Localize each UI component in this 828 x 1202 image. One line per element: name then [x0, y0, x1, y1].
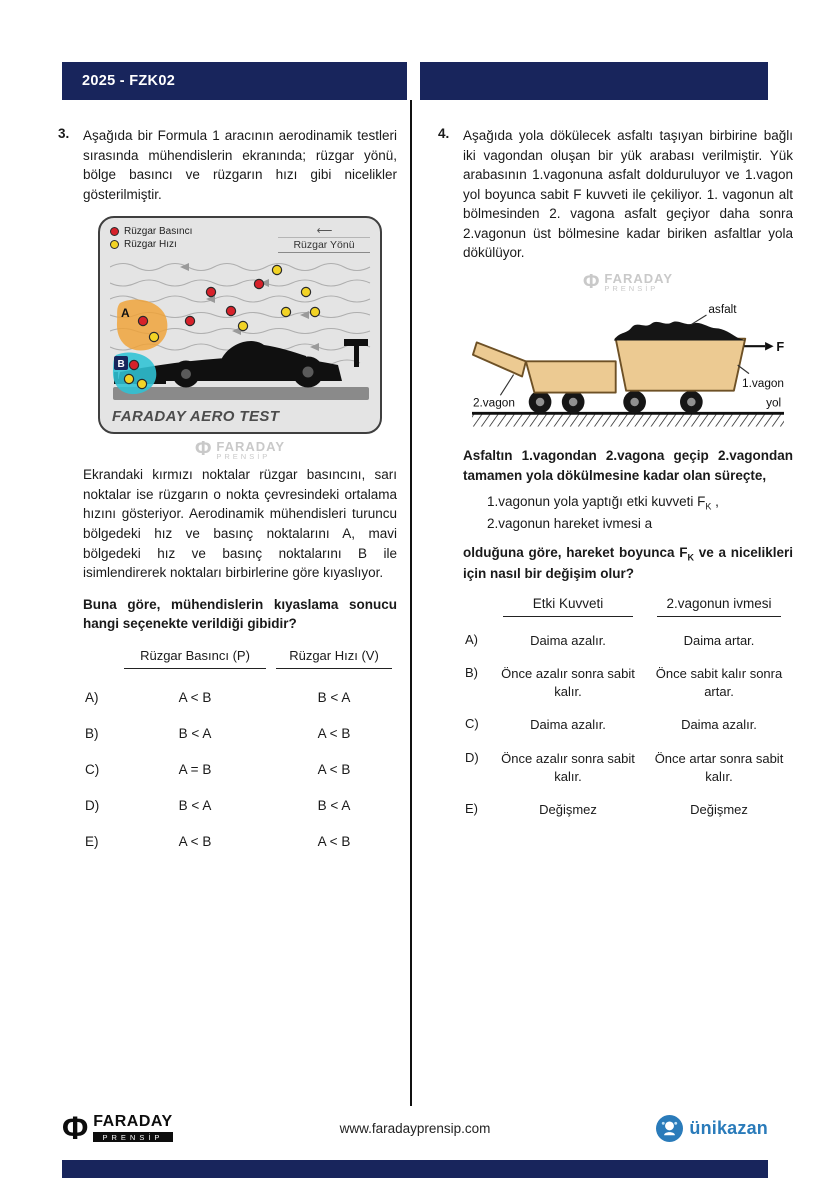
- unikazan-logo: ünikazan: [656, 1115, 768, 1142]
- aero-test-figure: [98, 216, 382, 434]
- wind-tunnel-floor: [113, 387, 369, 400]
- legend-speed-label: Rüzgar Hızı: [124, 239, 177, 251]
- option-cell: Önce azalır sonra sabit kalır.: [501, 665, 635, 700]
- option-letter: B): [85, 725, 99, 741]
- q3-col-header-pressure: Rüzgar Basıncı (P): [124, 648, 266, 669]
- option-letter: D): [465, 749, 479, 765]
- header-bar-right: [420, 62, 768, 100]
- watermark: Φ FARADAY PRENSİP: [582, 270, 674, 294]
- question-4-statement: Asfaltın 1.vagondan 2.vagona geçip 2.vagondan tamamen yola dökülmesine kadar olan süreçte,: [463, 447, 793, 483]
- question-4-prompt: olduğuna göre, hareket boyunca $F_K$ ve a nicelikleri için nasıl bir değişim olur?: [463, 544, 794, 582]
- option-letter: C): [465, 716, 479, 732]
- question-3: [58, 126, 396, 849]
- region-a-label: A: [121, 306, 130, 321]
- header-bar-left: [62, 62, 407, 100]
- faraday-logo: Φ FARADAY PRENSİP: [62, 1110, 173, 1146]
- question-4-number: 4.: [438, 126, 450, 141]
- question-3-intro: Aşağıda bir Formula 1 aracının aerodinamik testleri sırasında mühendislerin ekranında; rüzgar yönü, bölge basıncı ve rüzgarın hızı gibi nicelikler gösterilmiştir.: [83, 128, 397, 202]
- wagon-wheels: [529, 391, 703, 414]
- watermark: Φ FARADAY PRENSİP: [194, 438, 286, 461]
- website-url: www.faradayprensip.com: [339, 1120, 491, 1136]
- wind-direction-arrow-icon: ⟵: [316, 225, 332, 238]
- option-cell: Önce artar sonra sabit kalır.: [654, 750, 784, 784]
- region-b-label: B: [117, 359, 125, 371]
- f1-car-illustration: [110, 255, 372, 405]
- road-label: yol: [766, 395, 782, 410]
- option-cell: A < B: [317, 761, 351, 777]
- legend-pressure-label: Rüzgar Basıncı: [124, 226, 193, 238]
- wagon2-label: 2.vagon: [472, 395, 515, 410]
- question-4-options-table: [463, 596, 793, 819]
- q4-col-header-force: Etki Kuvveti: [503, 596, 633, 617]
- wind-direction-box: [278, 226, 370, 253]
- force-label: F: [776, 338, 784, 354]
- question-4-intro: Aşağıda yola dökülecek asfaltı taşıyan birbirine bağlı iki vagondan oluşan bir yük arabası verilmiştir. Yük arabasının 1.vagonuna asfalt dolduruluyor ve 1.vagon yol boyunca sabit F kuvveti ile çekiliyor. 1. vagonun alt bölmesinden 2. vagona asfalt geçiyor daha sonra 2.vagonun üst bölmesine kadar biriken asfaltlar yola dökülüyor.: [463, 128, 793, 261]
- page-footer: [62, 1112, 768, 1144]
- wagon2-body: [526, 361, 616, 392]
- q3-col-header-speed: Rüzgar Hızı (V): [276, 648, 392, 669]
- option-letter: A): [465, 631, 478, 647]
- wagon-illustration: [472, 298, 784, 436]
- option-cell: Önce sabit kalır sonra artar.: [655, 665, 783, 700]
- wind-direction-label: Rüzgar Yönü: [278, 237, 370, 253]
- wagon2-chute: [473, 342, 526, 376]
- road-surface: [472, 413, 784, 426]
- asphalt-label: asfalt: [708, 302, 737, 317]
- faraday-phi-icon: Φ: [194, 438, 212, 461]
- flow-arrowheads: [180, 263, 319, 351]
- option-cell: Değişmez: [539, 801, 597, 817]
- question-4: [438, 126, 794, 819]
- column-divider: [410, 100, 412, 1106]
- option-cell: Daima azalır.: [681, 717, 757, 733]
- option-cell: Daima azalır.: [530, 632, 606, 648]
- option-cell: A < B: [178, 689, 212, 705]
- wagon1-body: [616, 339, 746, 391]
- question-3-options-table: [83, 648, 397, 849]
- aero-legend: [110, 226, 192, 253]
- option-letter: E): [85, 833, 99, 849]
- option-letter: C): [85, 761, 100, 777]
- force-arrow-icon: [744, 342, 773, 351]
- question-4-items: [463, 492, 793, 534]
- option-cell: Daima artar.: [683, 632, 755, 648]
- option-letter: D): [85, 797, 100, 813]
- option-cell: Daima azalır.: [530, 717, 606, 733]
- pressure-dot-icon: [110, 227, 119, 236]
- option-letter: B): [465, 664, 478, 680]
- item-force: 1.vagonun yola yaptığı etki kuvveti $F_K$ ,: [487, 494, 719, 512]
- faraday-phi-icon: Φ: [62, 1110, 89, 1146]
- page-frame-bottom: [62, 1160, 768, 1178]
- option-cell: A < B: [317, 833, 351, 849]
- question-3-body: Ekrandaki kırmızı noktalar rüzgar basıncını, sarı noktalar ise rüzgarın o nokta çevresindeki ortalama hızını gösteriyor. Aerodinamik mühendisleri turuncu bölgedeki hız ve basınç noktalarını A, mavi bölgedeki hız ve basınç noktalarını B ile isimlendirerek noktaları birbirlerine göre kıyaslıyor.: [83, 467, 397, 581]
- wagon-figure: [472, 298, 784, 436]
- option-cell: A < B: [317, 725, 351, 741]
- option-cell: B < A: [178, 797, 212, 813]
- unikazan-icon: [656, 1115, 683, 1142]
- option-cell: A = B: [178, 761, 212, 777]
- option-cell: B < A: [317, 689, 351, 705]
- figure-caption: FARADAY AERO TEST: [112, 408, 280, 426]
- option-cell: B < A: [317, 797, 351, 813]
- option-cell: Önce azalır sonra sabit kalır.: [501, 750, 635, 784]
- faraday-phi-icon: Φ: [582, 270, 600, 293]
- option-cell: B < A: [178, 725, 212, 741]
- option-letter: E): [465, 800, 478, 816]
- speed-dot-icon: [110, 240, 119, 249]
- q4-col-header-acceleration: 2.vagonun ivmesi: [657, 596, 781, 617]
- option-letter: A): [85, 689, 99, 705]
- asphalt-pile: [614, 321, 745, 340]
- option-cell: A < B: [178, 833, 212, 849]
- question-3-prompt: Buna göre, mühendislerin kıyaslama sonucu hangi seçenekte verildiği gibidir?: [83, 596, 397, 632]
- question-3-number: 3.: [58, 126, 70, 141]
- item-acceleration: 2.vagonun hareket ivmesi a: [487, 516, 653, 532]
- option-cell: Değişmez: [690, 801, 748, 817]
- exam-code: 2025 - FZK02: [82, 73, 176, 89]
- wagon1-label: 1.vagon: [742, 375, 784, 390]
